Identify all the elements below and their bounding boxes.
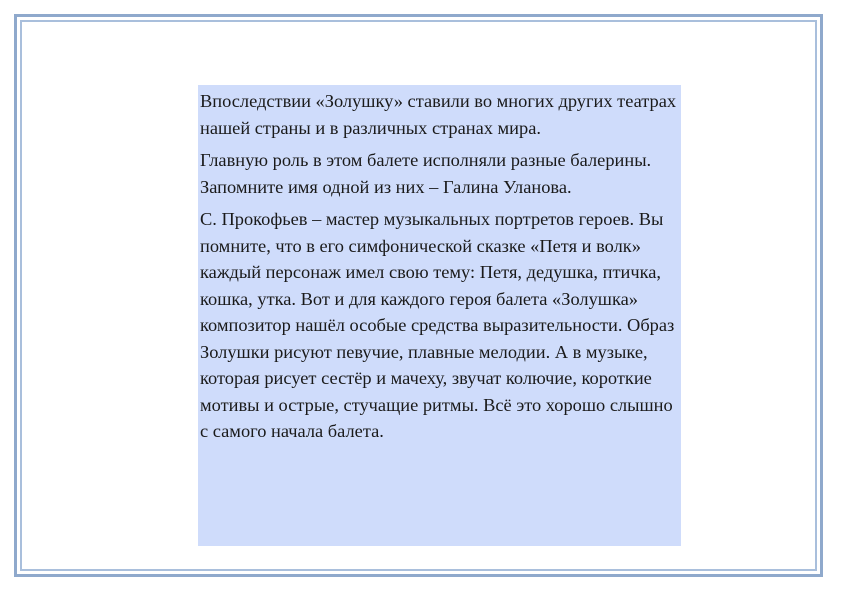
text-box (198, 85, 681, 546)
paragraph-prokofiev-portraits: С. Прокофьев – мастер музыкальных портретов героев. Вы помните, что в его симфонической сказке «Петя и волк» каждый персонаж имел свою тему: Петя, дедушка, птичка, кошка, утка. Вот и для каждого героя балета «Золушка» композитор нашёл особые средства выразительности. Образ Золушки рисуют певучие, плавные мелодии. А в музыке, которая рисует сестёр и мачеху, звучат колючие, короткие мотивы и острые, стучащие ритмы. Всё это хорошо слышно с самого начала балета. (200, 209, 675, 441)
paragraph-ballerinas: Главную роль в этом балете исполняли разные балерины. Запомните имя одной из них – Галина Уланова. (200, 150, 652, 197)
paragraph-cinderella-staging: Впоследствии «Золушку» ставили во многих других театрах нашей страны и в различных странах мира. (200, 91, 677, 138)
